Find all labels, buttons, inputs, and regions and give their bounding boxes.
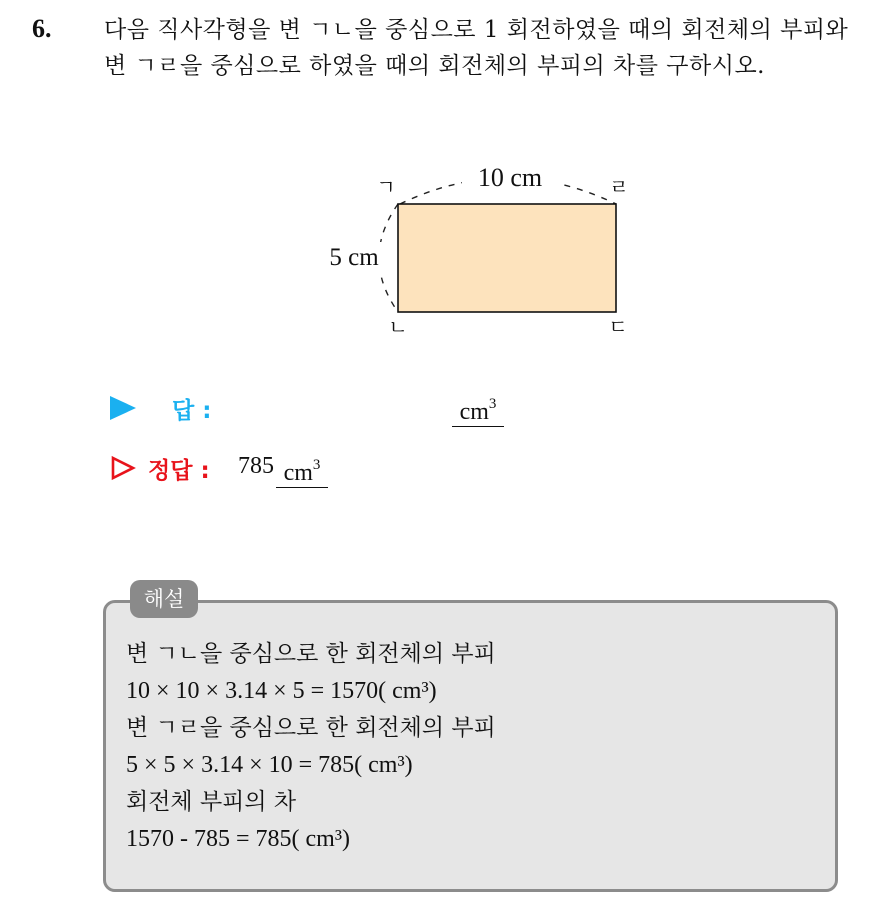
vertex-label-bottom-right: ㄷ [608,315,628,339]
correct-unit-text: cm [283,460,313,486]
answer-row [110,392,530,428]
question-number: 6. [32,14,52,43]
explanation-lines [126,636,826,858]
explanation-line: 변 ㄱㄹ을 중심으로 한 회전체의 부피 [126,715,496,741]
correct-answer-label: 정답 : [148,458,210,484]
vertex-label-top-right: ㄹ [609,175,629,199]
width-label: 10 cm [477,163,543,192]
explanation-formula: 1570 - 785 = 785( cm³) [126,826,351,852]
correct-unit-power: 3 [312,457,321,473]
explanation-formula: 10 × 10 × 3.14 × 5 = 1570( cm³) [126,678,437,704]
vertex-label-top-left: ㄱ [376,175,396,199]
answer-unit-power: 3 [488,396,497,412]
play-arrow-icon [110,396,136,420]
rectangle [398,204,616,312]
explanation-line: 변 ㄱㄴ을 중심으로 한 회전체의 부피 [126,641,496,667]
explanation-tab: 해설 [130,580,198,618]
answer-unit-text: cm [459,399,489,425]
correct-answer-row [110,452,530,492]
explanation-formula: 5 × 5 × 3.14 × 10 = 785( cm³) [126,752,413,778]
explanation-line: 회전체 부피의 차 [126,789,297,815]
outline-triangle-icon [110,455,136,481]
rectangle-figure [320,160,640,340]
answer-unit[interactable] [452,392,504,427]
question-text: 다음 직사각형을 변 ㄱㄴ을 중심으로 1 회전하였을 때의 회전체의 부피와 변 ㄱㄹ을 중심으로 하였을 때의 회전체의 부피의 차를 구하시오. [104,17,849,79]
correct-answer-unit [276,453,328,488]
height-label: 5 cm [329,244,379,271]
vertex-label-bottom-left: ㄴ [388,315,408,339]
answer-label: 답 : [172,398,212,424]
correct-answer-value: 785 [238,453,274,479]
